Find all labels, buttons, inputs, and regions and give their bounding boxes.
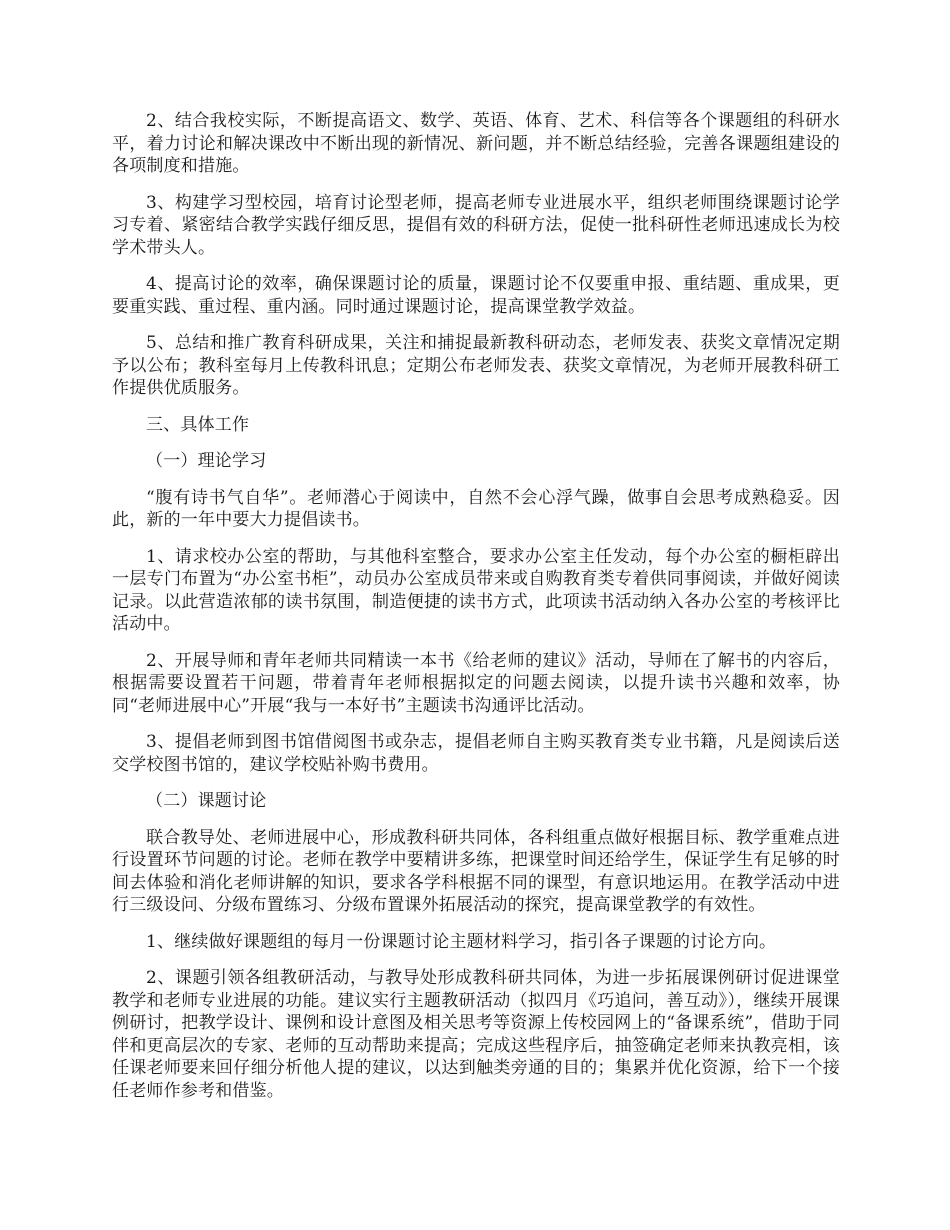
- paragraph-goal-3: 3、构建学习型校园，培育讨论型老师，提高老师专业进展水平，组织老师围绕课题讨论学习专着、紧密结合教学实践仔细反思，提倡有效的科研方法，促使一批科研性老师迅速成长为校学术带头人。: [112, 192, 840, 258]
- paragraph-theory-2: 2、开展导师和青年老师共同精读一本书《给老师的建议》活动，导师在了解书的内容后，根据需要设置若干问题，带着青年老师根据拟定的问题去阅读，以提升读书兴趣和效率，协同“老师进展中心”开展“我与一本好书”主题读书沟通评比活动。: [112, 650, 840, 716]
- paragraph-research-intro: 联合教导处、老师进展中心，形成教科研共同体，各科组重点做好根据目标、教学重难点进行设置环节问题的讨论。老师在教学中要精讲多练，把课堂时间还给学生，保证学生有足够的时间去体验和消化老师讲解的知识，要求各学科根据不同的课型，有意识地运用。在教学活动中进行三级设问、分级布置练习、分级布置课外拓展活动的探究，提高课堂教学的有效性。: [112, 827, 840, 915]
- subsection-heading-theory-study: （一）理论学习: [146, 451, 267, 471]
- paragraph-theory-intro: “腹有诗书气自华”。老师潜心于阅读中，自然不会心浮气躁，做事自会思考成熟稳妥。因此，新的一年中要大力提倡读书。: [112, 487, 840, 530]
- paragraph-research-2: 2、课题引领各组教研活动，与教导处形成教科研共同体，为进一步拓展课例研讨促进课堂教学和老师专业进展的功能。建议实行主题教研活动（拟四月《巧追问，善互动》），继续开展课例研讨，把教学设计、课例和设计意图及相关思考等资源上传校园网上的“备课系统”，借助于同伴和更高层次的专家、老师的互动帮助来提高；完成这些程序后，抽签确定老师来执教亮相，该任课老师要来回仔细分析他人提的建议，以达到触类旁通的目的；集累并优化资源，给下一个接任老师作参考和借鉴。: [112, 968, 840, 1101]
- paragraph-theory-1: 1、请求校办公室的帮助，与其他科室整合，要求办公室主任发动，每个办公室的橱柜辟出一层专门布置为“办公室书柜”，动员办公室成员带来或自购教育类专着供同事阅读，并做好阅读记录。以此营造浓郁的读书氛围，制造便捷的读书方式，此项读书活动纳入各办公室的考核评比活动中。: [112, 546, 840, 634]
- paragraph-theory-3: 3、提倡老师到图书馆借阅图书或杂志，提倡老师自主购买教育类专业书籍，凡是阅读后送交学校图书馆的，建议学校贴补购书费用。: [112, 732, 840, 775]
- paragraph-goal-5: 5、总结和推广教育科研成果，关注和捕捉最新教科研动态，老师发表、获奖文章情况定期予以公布；教科室每月上传教科讯息；定期公布老师发表、获奖文章情况，为老师开展教科研工作提供优质服务。: [112, 333, 840, 398]
- paragraph-research-1: 1、继续做好课题组的每月一份课题讨论主题材料学习，指引各子课题的讨论方向。: [146, 931, 777, 952]
- paragraph-goal-2: 2、结合我校实际，不断提高语文、数学、英语、体育、艺术、科信等各个课题组的科研水平，着力讨论和解决课改中不断出现的新情况、新问题，并不断总结经验，完善各课题组建设的各项制度和措施。: [112, 111, 840, 176]
- subsection-heading-topic-research: （二）课题讨论: [146, 791, 267, 811]
- section-heading-specific-work: 三、具体工作: [146, 414, 250, 435]
- paragraph-goal-4: 4、提高讨论的效率，确保课题讨论的质量，课题讨论不仅要重申报、重结题、重成果，更要重实践、重过程、重内涵。同时通过课题讨论，提高课堂教学效益。: [112, 274, 840, 317]
- document-page: [112, 110, 840, 1116]
